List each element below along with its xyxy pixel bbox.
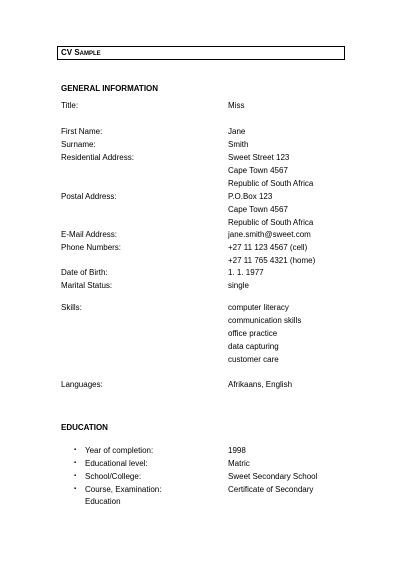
value-email-address: jane.smith@sweet.com <box>228 230 311 239</box>
bullet-icon: ▪ <box>74 460 77 466</box>
bullet-icon: ▪ <box>74 447 77 453</box>
label-email-address: E-Mail Address: <box>61 230 118 239</box>
value-school-college: Sweet Secondary School <box>228 472 318 481</box>
label-course-examination-line-2: Education <box>85 497 121 506</box>
label-school-college: School/College: <box>85 472 142 481</box>
label-educational-level: Educational level: <box>85 459 148 468</box>
value-year-of-completion: 1998 <box>228 446 246 455</box>
value-languages: Afrikaans, English <box>228 380 293 389</box>
value-skill-5: customer care <box>228 355 279 364</box>
label-phone-numbers: Phone Numbers: <box>61 243 122 252</box>
label-residential-address: Residential Address: <box>61 153 134 162</box>
value-skill-1: computer literacy <box>228 303 289 312</box>
label-surname: Surname: <box>61 140 96 149</box>
label-course-examination: Course, Examination: <box>85 485 162 494</box>
label-first-name: First Name: <box>61 127 103 136</box>
value-postal-address-line-2: Cape Town 4567 <box>228 205 288 214</box>
general-information-heading: GENERAL INFORMATION <box>61 84 159 93</box>
value-residential-address-line-1: Sweet Street 123 <box>228 153 290 162</box>
value-educational-level: Matric <box>228 459 250 468</box>
label-marital-status: Marital Status: <box>61 281 113 290</box>
value-course-examination: Certificate of Secondary <box>228 485 314 494</box>
cv-title-box <box>57 46 345 60</box>
label-skills: Skills: <box>61 303 82 312</box>
cv-title: CV Sample <box>61 48 101 57</box>
value-residential-address-line-3: Republic of South Africa <box>228 179 314 188</box>
value-title: Miss <box>228 101 245 110</box>
label-date-of-birth: Date of Birth: <box>61 268 108 277</box>
value-phone-cell: +27 11 123 4567 (cell) <box>228 243 308 252</box>
value-postal-address-line-3: Republic of South Africa <box>228 218 314 227</box>
value-residential-address-line-2: Cape Town 4567 <box>228 166 288 175</box>
value-surname: Smith <box>228 140 249 149</box>
value-skill-2: communication skills <box>228 316 302 325</box>
value-date-of-birth: 1. 1. 1977 <box>228 268 264 277</box>
label-postal-address: Postal Address: <box>61 192 117 201</box>
value-skill-4: data capturing <box>228 342 279 351</box>
label-year-of-completion: Year of completion: <box>85 446 154 455</box>
label-title: Title: <box>61 101 79 110</box>
value-marital-status: single <box>228 281 249 290</box>
value-phone-home: +27 11 765 4321 (home) <box>228 256 316 265</box>
value-postal-address-line-1: P.O.Box 123 <box>228 192 273 201</box>
value-skill-3: office practice <box>228 329 278 338</box>
value-first-name: Jane <box>228 127 246 136</box>
label-languages: Languages: <box>61 380 103 389</box>
bullet-icon: ▪ <box>74 486 77 492</box>
education-heading: EDUCATION <box>61 423 108 432</box>
bullet-icon: ▪ <box>74 473 77 479</box>
